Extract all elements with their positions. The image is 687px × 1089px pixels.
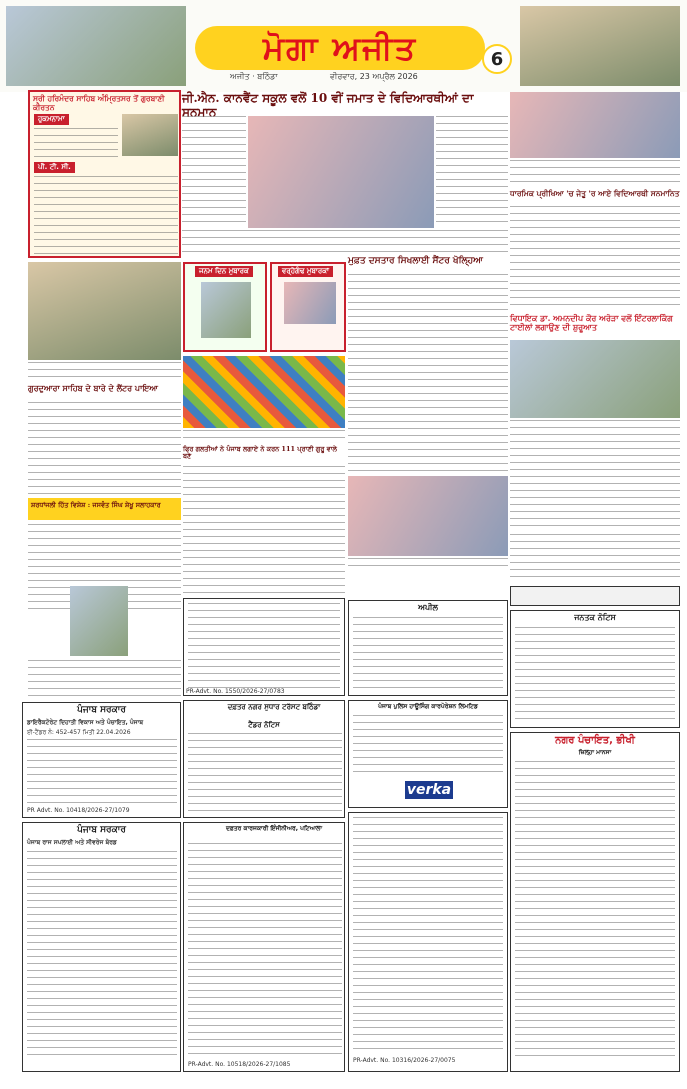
nagar-panchayat-sub: ਜ਼ਿਲ੍ਹਾ ਮਾਨਸਾ	[578, 749, 612, 756]
gurdwara-caption	[28, 362, 181, 380]
punjab-sarkar-2-title: ਪੰਜਾਬ ਸਰਕਾਰ	[77, 825, 126, 835]
pr-advt-3: PR-Advt. No. 10518/2026-27/1085	[188, 1061, 291, 1068]
mla-headline: ਵਿਧਾਇਕ ਡਾ. ਅਮਨਦੀਪ ਕੌਰ ਅਰੋੜਾ ਵਲੋਂ ਇੰਟਰਲਾਕਿੰਗ ਟਾਈਲਾਂ ਲਗਾਉਣ ਦੀ ਸ਼ੁਰੂਆਤ	[510, 313, 673, 333]
hukamnama-headline: ਸ੍ਰੀ ਹਰਿਮੰਦਰ ਸਾਹਿਬ ਅੰਮ੍ਰਿਤਸਰ ਤੋਂ ਗੁਰਬਾਣੀ ਕੀਰਤਨ	[33, 94, 165, 112]
police-table	[353, 817, 503, 1051]
issue-date: ਵੀਰਵਾਰ, 23 ਅਪ੍ਰੈਲ 2026	[330, 72, 418, 81]
birthday-label: ਜਨਮ ਦਿਨ ਮੁਬਾਰਕ	[195, 266, 253, 277]
notice-strip	[510, 586, 680, 606]
mla-text	[510, 420, 680, 532]
janatak-title: ਜਨਤਕ ਨੋਟਿਸ	[574, 613, 616, 622]
main-story-text-col2	[436, 116, 508, 228]
punjab-sarkar-1-ref: ਈ-ਟੈਂਡਰ ਨੰ: 452-457 ਮਿਤੀ 22.04.2026	[27, 729, 131, 736]
tender-ad-1	[183, 598, 345, 696]
nagar-panchayat-title: ਨਗਰ ਪੰਚਾਇਤ, ਭੀਖੀ	[555, 735, 635, 746]
nagar-panchayat-table	[515, 761, 675, 1061]
dastar-text	[348, 274, 508, 474]
obit-text-2	[28, 660, 181, 700]
police-title: ਪੰਜਾਬ ਪੁਲਿਸ ਹਾਊਸਿੰਗ ਕਾਰਪੋਰੇਸ਼ਨ ਲਿਮਟਿਡ	[378, 703, 478, 710]
obit-photo	[70, 586, 128, 656]
irrigation-table	[188, 843, 342, 1059]
janatak-notice	[510, 610, 680, 728]
daftar-ad	[183, 700, 345, 818]
obit-banner	[28, 498, 181, 520]
nagar-panchayat-ad	[510, 732, 680, 1072]
police-ad	[348, 700, 508, 808]
obit-headline: ਸ਼ਰਧਾਂਜਲੀ ਹਿੱਤ ਵਿਸ਼ੇਸ਼ : ਜਸਵੰਤ ਸਿੰਘ ਸ਼ੇਖੂ ਸਲਾਹਕਾਰ	[31, 501, 161, 509]
irrigation-ad	[183, 822, 345, 1072]
main-story-text-bottom	[182, 230, 508, 258]
event-caption	[183, 430, 345, 442]
tender-ad-1-text	[188, 603, 340, 689]
anniversary-photo	[284, 282, 336, 324]
mla-photo	[510, 340, 680, 418]
apeel-ad	[348, 600, 508, 696]
police-table-ad	[348, 812, 508, 1072]
punjab-sarkar-ad-2	[22, 822, 181, 1072]
punjab-sarkar-ad-1	[22, 702, 181, 818]
dastar-photo	[348, 476, 508, 556]
verka-logo: verka	[406, 782, 452, 798]
police-text	[353, 715, 503, 777]
hukamnama-box	[28, 90, 181, 258]
janatak-text	[515, 627, 675, 725]
pr-advt-1: PR-Advt. No. 1550/2026-27/0783	[186, 688, 285, 695]
golden-temple-photo	[122, 114, 178, 156]
punjab-sarkar-2-table	[27, 851, 177, 1059]
right-top-text	[510, 206, 680, 310]
apeel-text	[353, 617, 503, 691]
page-number: 6	[482, 44, 512, 74]
dastar-caption	[348, 558, 508, 570]
pr-advt-2: PR Advt. No. 10418/2026-27/1079	[27, 807, 130, 814]
irrigation-title: ਦਫ਼ਤਰ ਕਾਰਜਕਾਰੀ ਇੰਜੀਨੀਅਰ, ਪਟਿਆਲਾ	[225, 825, 323, 832]
right-top-photo	[510, 92, 680, 158]
daftar-sub: ਟੈਂਡਰ ਨੋਟਿਸ	[248, 721, 280, 729]
gurdwara-text	[28, 402, 181, 494]
anniversary-label: ਵਰ੍ਹੇਗੰਢ ਮੁਬਾਰਕਾਂ	[278, 266, 333, 277]
event-photo	[183, 356, 345, 428]
daftar-text	[188, 733, 342, 813]
birthday-box	[183, 262, 267, 352]
center-story-text	[183, 466, 345, 594]
newspaper-logo	[195, 26, 485, 70]
gurdwara-headline: ਗੁਰਦੁਆਰਾ ਸਾਹਿਬ ਦੇ ਬਾਰੇ ਦੇ ਲੈਂਟਰ ਪਾਇਆ	[28, 383, 159, 393]
right-top-caption	[510, 160, 680, 186]
punjab-sarkar-1-text	[27, 739, 177, 805]
main-headline: ਜੀ.ਐਨ. ਕਾਨਵੈਂਟ ਸਕੂਲ ਵਲੋਂ 10 ਵੀਂ ਜਮਾਤ ਦੇ ਵਿਦਿਆਰਥੀਆਂ ਦਾ ਸਨਮਾਨ	[182, 91, 474, 119]
daftar-title: ਦਫ਼ਤਰ ਨਗਰ ਸੁਧਾਰ ਟਰੱਸਟ ਬਠਿੰਡਾ	[227, 703, 321, 711]
ptc-label: ਪੀ. ਟੀ. ਸੀ.	[34, 162, 75, 173]
dastar-headline: ਮੁਫ਼ਤ ਦਸਤਾਰ ਸਿਖਲਾਈ ਸੈਂਟਰ ਖੋਲ੍ਹਿਆ	[348, 256, 483, 266]
hukamnama-text	[34, 128, 118, 158]
masthead	[0, 0, 687, 92]
pr-advt-4: PR-Advt. No. 10316/2026-27/0075	[353, 1057, 456, 1064]
punjab-sarkar-1-title: ਪੰਜਾਬ ਸਰਕਾਰ	[77, 705, 126, 715]
event-headline: ਫਿਰ ਗਲਤੀਆਂ ਨੇ ਪੰਜਾਬ ਲਗਾਏ ਨੇ ਕਰਨ 111 ਪ੍ਰਾਣੀ ਗੁਰੂ ਵਾਲੇ ਬਣੇ	[183, 445, 337, 461]
hukamnama-tag: ਹੁਕਮਨਾਮਾ	[34, 114, 69, 125]
right-top-headline: ਧਾਰਮਿਕ ਪ੍ਰੀਖਿਆ 'ਚ ਜੇਤੂ 'ਰ ਆਏ ਵਿਦਿਆਰਥੀ ਸਨਮਾਨਿਤ	[510, 189, 680, 198]
punjab-sarkar-1-sub: ਡਾਇਰੈਕਟੋਰੇਟ ਦਿਹਾਤੀ ਵਿਕਾਸ ਅਤੇ ਪੰਚਾਇਤ, ਪੰਜਾਬ	[27, 719, 144, 726]
newspaper-title: ਮੋਗਾ ਅਜੀਤ	[262, 28, 418, 67]
right-brief-text	[510, 534, 680, 582]
punjab-sarkar-2-sub: ਪੰਜਾਬ ਰਾਜ ਸਪਲਾਈ ਅਤੇ ਸੀਵਰੇਜ ਬੋਰਡ	[27, 839, 117, 846]
gurdwara-photo	[28, 262, 181, 360]
hukamnama-body	[34, 176, 178, 256]
masthead-left-photo	[6, 6, 186, 86]
apeel-title: ਅਪੀਲ	[418, 603, 438, 612]
students-group-photo	[248, 116, 434, 228]
edition-label: ਅਜੀਤ · ਬਠਿੰਡਾ	[230, 72, 278, 81]
main-story-text-col1	[182, 116, 246, 228]
masthead-right-photo	[520, 6, 680, 86]
birthday-photo	[201, 282, 251, 338]
anniversary-box	[270, 262, 346, 352]
